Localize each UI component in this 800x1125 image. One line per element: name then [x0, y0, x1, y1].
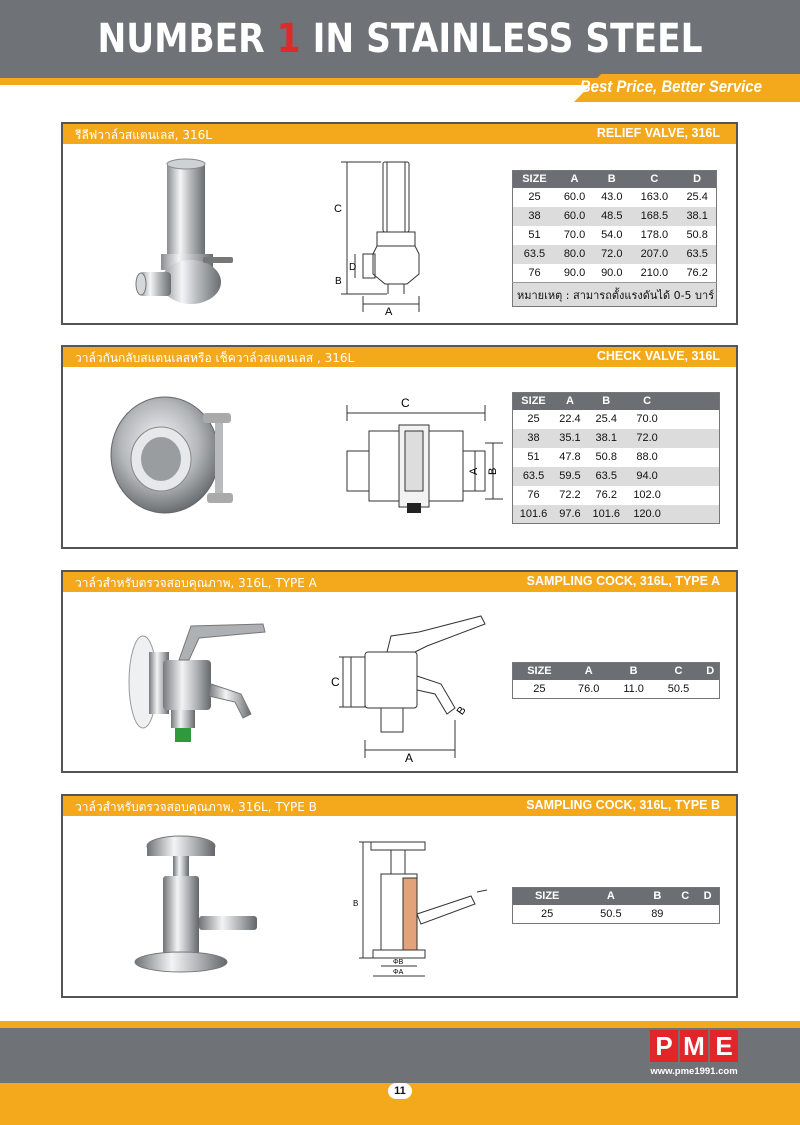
section-sampling-cock-a [61, 570, 738, 773]
table-cell [668, 410, 720, 429]
table-header: SIZE [513, 393, 555, 410]
section-sampling-cock-b [61, 794, 738, 998]
section-thai-title: วาล์วสำหรับตรวจสอบคุณภาพ, 316L, TYPE B [75, 800, 317, 814]
table-cell: 89 [651, 907, 664, 920]
table-cell: 50.5 [667, 682, 690, 695]
table-cell: 63.5 [678, 245, 716, 264]
relief-valve-photo [133, 154, 243, 314]
table-row [513, 226, 717, 245]
table-cell: 25 [541, 907, 554, 920]
section-thai-title: วาล์วกันกลับสแตนเลสหรือ เช็ควาล์วสแตนเลส , 316L [75, 351, 355, 365]
table-header: C [630, 171, 678, 188]
table-cell: 25 [527, 413, 540, 425]
table-cell: 72.2 [559, 489, 581, 501]
table-header-row [513, 888, 720, 905]
table-cell: 25.4 [595, 413, 617, 425]
table-header: C [674, 888, 696, 905]
section-header [63, 124, 736, 144]
website-url[interactable]: www.pme1991.com [650, 1066, 738, 1077]
table-row [513, 264, 717, 283]
table-cell: 101.6 [586, 505, 627, 524]
table-cell: 120.0 [627, 505, 668, 524]
table-cell: 63.5 [513, 245, 556, 264]
table-header: SIZE [513, 171, 556, 188]
table-row [513, 905, 720, 924]
table-row [513, 680, 720, 699]
table-cell: 76 [527, 489, 540, 501]
section-relief-valve [61, 122, 738, 325]
table-cell: 70.0 [563, 229, 586, 241]
table-cell: 76.2 [686, 266, 708, 279]
table-cell: 35.1 [554, 429, 586, 448]
table-cell: 60.0 [556, 207, 593, 226]
table-cell: 178.0 [640, 229, 669, 241]
table-cell: 76.0 [578, 682, 600, 695]
table-cell: 94.0 [627, 467, 668, 486]
table-cell: 47.8 [559, 451, 581, 463]
dim-label-b: B [353, 899, 359, 908]
table-cell: 50.8 [595, 451, 617, 463]
logo-letter: M [680, 1030, 708, 1062]
table-cell: 63.5 [586, 467, 627, 486]
table-cell: 50.8 [686, 229, 708, 241]
table-header: B [612, 663, 656, 680]
section-check-valve [61, 345, 738, 549]
sampling-cock-a-photo [123, 602, 273, 762]
dim-label-b: B [487, 467, 499, 475]
table-row [513, 188, 717, 207]
check-valve-table [512, 392, 720, 524]
table-cell: 80.0 [556, 245, 593, 264]
table-cell: 88.0 [636, 451, 658, 463]
table-cell: 22.4 [559, 413, 581, 425]
table-cell: 50.5 [600, 907, 622, 920]
dim-label-a: A [385, 306, 393, 318]
table-cell: 25 [528, 191, 541, 203]
dim-label-a: A [405, 751, 414, 765]
table-header: A [554, 393, 586, 410]
sampling-cock-a-drawing [331, 602, 501, 767]
section-thai-title: รีลีฟวาล์วสแตนเลส, 316L [75, 128, 212, 142]
section-english-title: RELIEF VALVE, 316L [596, 126, 720, 140]
table-row [513, 505, 720, 524]
table-cell: 76 [528, 266, 541, 279]
table-cell: 25 [533, 682, 546, 695]
table-cell: 102.0 [633, 489, 661, 501]
table-cell: 168.5 [630, 207, 678, 226]
table-header-row [513, 171, 717, 188]
section-header [63, 796, 736, 816]
table-cell [668, 467, 720, 486]
section-english-title: CHECK VALVE, 316L [596, 349, 720, 363]
table-cell: 70.0 [636, 413, 658, 425]
section-header [63, 347, 736, 367]
relief-valve-drawing [333, 154, 443, 319]
check-valve-drawing [335, 391, 505, 521]
table-cell: 38 [513, 207, 556, 226]
table-cell: 72.0 [593, 245, 630, 264]
table-cell: 60.0 [563, 191, 586, 203]
relief-valve-table [512, 170, 717, 307]
table-header: D [678, 171, 716, 188]
sampling-cock-b-drawing [351, 834, 501, 984]
table-cell: 51 [527, 451, 540, 463]
table-header: SIZE [513, 663, 566, 680]
table-header [668, 393, 720, 410]
sampling-cock-b-table [512, 887, 720, 924]
section-thai-title: วาล์วสำหรับตรวจสอบคุณภาพ, 316L, TYPE A [75, 576, 317, 590]
table-cell: 59.5 [554, 467, 586, 486]
table-cell [668, 505, 720, 524]
table-row [513, 448, 720, 467]
page-title: NUMBER 1 IN STAINLESS STEEL [97, 16, 703, 62]
table-header: D [701, 663, 719, 680]
footer-orange-band [0, 1021, 800, 1028]
table-cell: 207.0 [630, 245, 678, 264]
section-english-title: SAMPLING COCK, 316L, TYPE A [526, 574, 720, 588]
table-header: B [586, 393, 627, 410]
table-header: B [640, 888, 674, 905]
table-cell: 163.0 [640, 191, 669, 203]
table-cell [668, 486, 720, 505]
table-row [513, 429, 720, 448]
table-header: A [556, 171, 593, 188]
dim-label-b: B [335, 276, 342, 287]
dim-label-phi-a: ΦA [393, 969, 404, 976]
section-header [63, 572, 736, 592]
table-cell: 51 [528, 229, 541, 241]
dim-label-b: B [454, 704, 469, 718]
table-row [513, 467, 720, 486]
table-cell [668, 429, 720, 448]
table-cell [668, 448, 720, 467]
table-cell: 97.6 [554, 505, 586, 524]
dim-label-c: C [331, 675, 340, 689]
table-header: C [627, 393, 668, 410]
table-cell: 54.0 [601, 229, 623, 241]
table-cell: 48.5 [593, 207, 630, 226]
table-cell [674, 905, 696, 924]
table-cell: 38.1 [586, 429, 627, 448]
sampling-cock-b-photo [129, 832, 269, 984]
section-english-title: SAMPLING COCK, 316L, TYPE B [526, 798, 720, 812]
table-note: หมายเหตุ : สามารถตั้งแรงดันได้ 0-5 บาร์ [513, 283, 717, 307]
table-header-row [513, 393, 720, 410]
table-cell: 25.4 [686, 191, 708, 203]
table-cell: 38 [513, 429, 555, 448]
table-row [513, 207, 717, 226]
table-header: A [566, 663, 612, 680]
table-cell: 11.0 [623, 682, 644, 695]
table-cell: 76.2 [595, 489, 617, 501]
dim-label-phi-b: ΦB [393, 959, 404, 966]
dim-label-d: D [349, 262, 357, 273]
table-cell: 210.0 [640, 266, 669, 279]
table-cell: 38.1 [678, 207, 716, 226]
table-cell: 90.0 [601, 266, 623, 279]
table-header: A [581, 888, 640, 905]
sampling-cock-a-table [512, 662, 720, 699]
dim-label-a: A [468, 467, 480, 475]
dim-label-c: C [401, 396, 410, 410]
table-note-row [513, 283, 717, 307]
table-cell: 90.0 [563, 266, 586, 279]
table-row [513, 245, 717, 264]
table-row [513, 410, 720, 429]
table-cell: 43.0 [601, 191, 623, 203]
table-header-row [513, 663, 720, 680]
table-header: C [656, 663, 702, 680]
check-valve-photo [103, 383, 243, 523]
logo-letter: P [650, 1030, 678, 1062]
table-cell [701, 680, 719, 699]
table-row [513, 486, 720, 505]
table-header: SIZE [513, 888, 582, 905]
table-header: B [593, 171, 630, 188]
table-cell: 63.5 [513, 467, 555, 486]
logo-letter: E [710, 1030, 738, 1062]
table-cell [696, 905, 719, 924]
page-number: 11 [388, 1083, 412, 1099]
table-cell: 72.0 [627, 429, 668, 448]
table-cell: 101.6 [513, 505, 555, 524]
dim-label-c: C [334, 203, 342, 215]
tagline: Best Price, Better Service [579, 77, 762, 96]
pme-logo [650, 1030, 738, 1077]
table-header: D [696, 888, 719, 905]
